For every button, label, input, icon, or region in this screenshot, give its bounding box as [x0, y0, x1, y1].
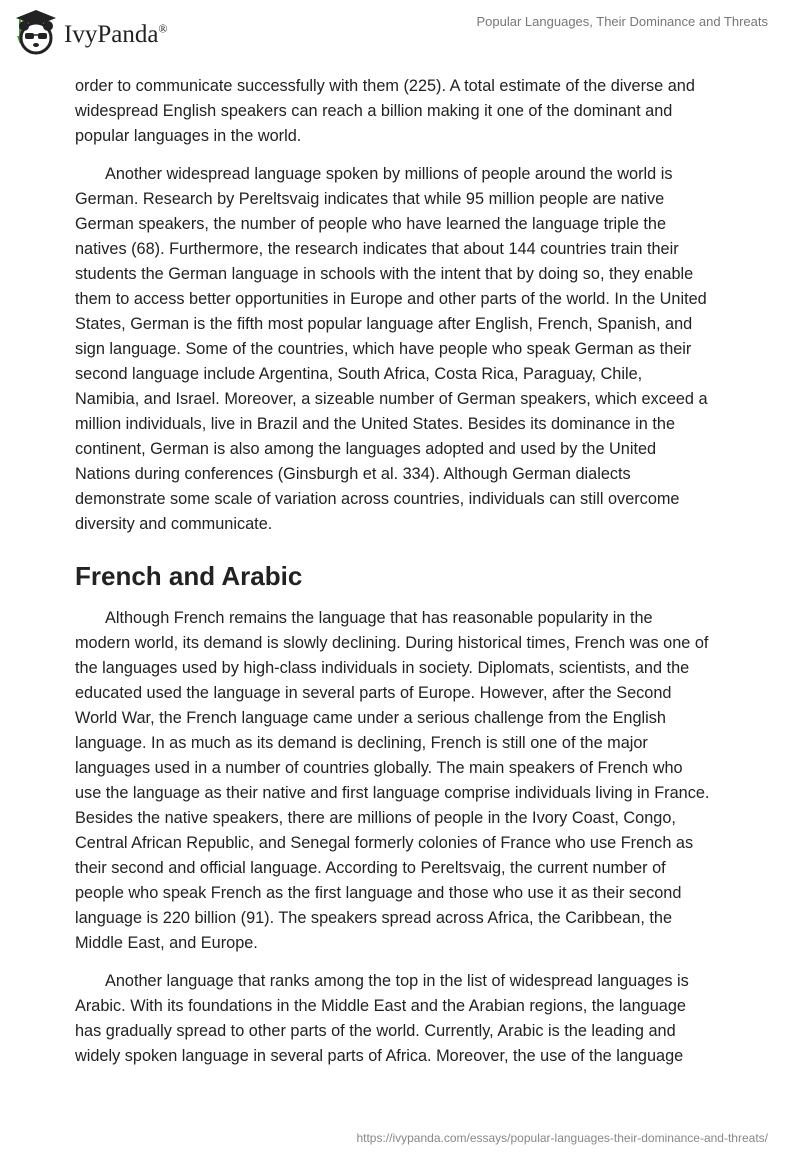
- paragraph-line: people who speak French as the first language and those who use it as their second: [75, 884, 682, 902]
- paragraph-line: language is 220 billion (91). The speakers spread across Africa, the Caribbean, the: [75, 909, 673, 927]
- paragraph-line: second language include Argentina, South Africa, Costa Rica, Paraguay, Chile,: [75, 365, 643, 383]
- panda-graduate-icon: [12, 8, 58, 56]
- paragraph-line: languages used in a number of countries globally. The main speakers of French who: [75, 759, 683, 777]
- paragraph: [75, 74, 765, 149]
- paragraph-line: use the language as their native and first language comprise individuals living in France.: [75, 784, 710, 802]
- paragraph-line: them to access better opportunities in Europe and other parts of the world. In the United: [75, 290, 707, 308]
- paragraph-line: World War, the French language came under a serious challenge from the English: [75, 709, 666, 727]
- paragraph-line: diversity and communicate.: [75, 515, 273, 533]
- paragraph-line: language. In as much as its demand is declining, French is still one of the major: [75, 734, 648, 752]
- paragraph-line: sign language. Some of the countries, which have people who speak German as their: [75, 340, 692, 358]
- paragraph-line: modern world, its demand is slowly declining. During historical times, French was one of: [75, 634, 709, 652]
- paragraph-line: Middle East, and Europe.: [75, 934, 258, 952]
- paragraph-line: States, German is the fifth most popular language after English, French, Spanish, and: [75, 315, 693, 333]
- ivypanda-logo[interactable]: [12, 8, 168, 56]
- paragraph-line: students the German language in schools with the intent that by doing so, they enable: [75, 265, 694, 283]
- paragraph-line: the languages used by high-class individuals in society. Diplomats, scientists, and the: [75, 659, 690, 677]
- paragraph-line: widely spoken language in several parts of Africa. Moreover, the use of the language: [75, 1047, 684, 1065]
- paragraph-line: continent, German is also among the languages adopted and used by the United: [75, 440, 657, 458]
- paragraph-line: educated used the language in several parts of Europe. However, after the Second: [75, 684, 672, 702]
- paragraph-line: Nations during conferences (Ginsburgh et al. 334). Although German dialects: [75, 465, 631, 483]
- paragraph-line: demonstrate some scale of variation across countries, individuals can still overcome: [75, 490, 680, 508]
- paragraph-line: order to communicate successfully with them (225). A total estimate of the diverse and: [75, 77, 695, 95]
- source-url[interactable]: https://ivypanda.com/essays/popular-languages-their-dominance-and-threats/: [356, 1131, 768, 1145]
- section-heading: French and Arabic: [75, 561, 303, 591]
- paragraph-line: German speakers, the number of people who have learned the language triple the: [75, 215, 667, 233]
- paragraph-line: Arabic. With its foundations in the Middle East and the Arabian regions, the language: [75, 997, 686, 1015]
- paragraph-line: Another language that ranks among the top in the list of widespread languages is: [105, 972, 689, 990]
- logo-text: IvyPanda®: [64, 21, 168, 48]
- paragraph: [75, 969, 765, 1069]
- paragraph-line: million individuals, live in Brazil and the United States. Besides its dominance in the: [75, 415, 676, 433]
- paragraph-line: German. Research by Pereltsvaig indicates that while 95 million people are native: [75, 190, 665, 208]
- document-title: Popular Languages, Their Dominance and Threats: [476, 14, 768, 29]
- paragraph-line: their second and official language. According to Pereltsvaig, the current number of: [75, 859, 666, 877]
- page-header: [0, 0, 800, 60]
- paragraph-line: Central African Republic, and Senegal formerly colonies of France who use French as: [75, 834, 694, 852]
- essay-body: [75, 74, 765, 1082]
- paragraph-line: Although French remains the language that has reasonable popularity in the: [105, 609, 653, 627]
- paragraph-line: widespread English speakers can reach a billion making it one of the dominant and: [75, 102, 673, 120]
- paragraph-line: Another widespread language spoken by millions of people around the world is: [105, 165, 673, 183]
- paragraph-line: Namibia, and Israel. Moreover, a sizeable number of German speakers, which exceed a: [75, 390, 708, 408]
- paragraph: [75, 162, 765, 537]
- paragraph: [75, 606, 765, 956]
- paragraph-line: has gradually spread to other parts of the world. Currently, Arabic is the leading and: [75, 1022, 676, 1040]
- paragraph-line: natives (68). Furthermore, the research indicates that about 144 countries train their: [75, 240, 679, 258]
- paragraph-line: Besides the native speakers, there are millions of people in the Ivory Coast, Congo,: [75, 809, 676, 827]
- paragraph-line: popular languages in the world.: [75, 127, 302, 145]
